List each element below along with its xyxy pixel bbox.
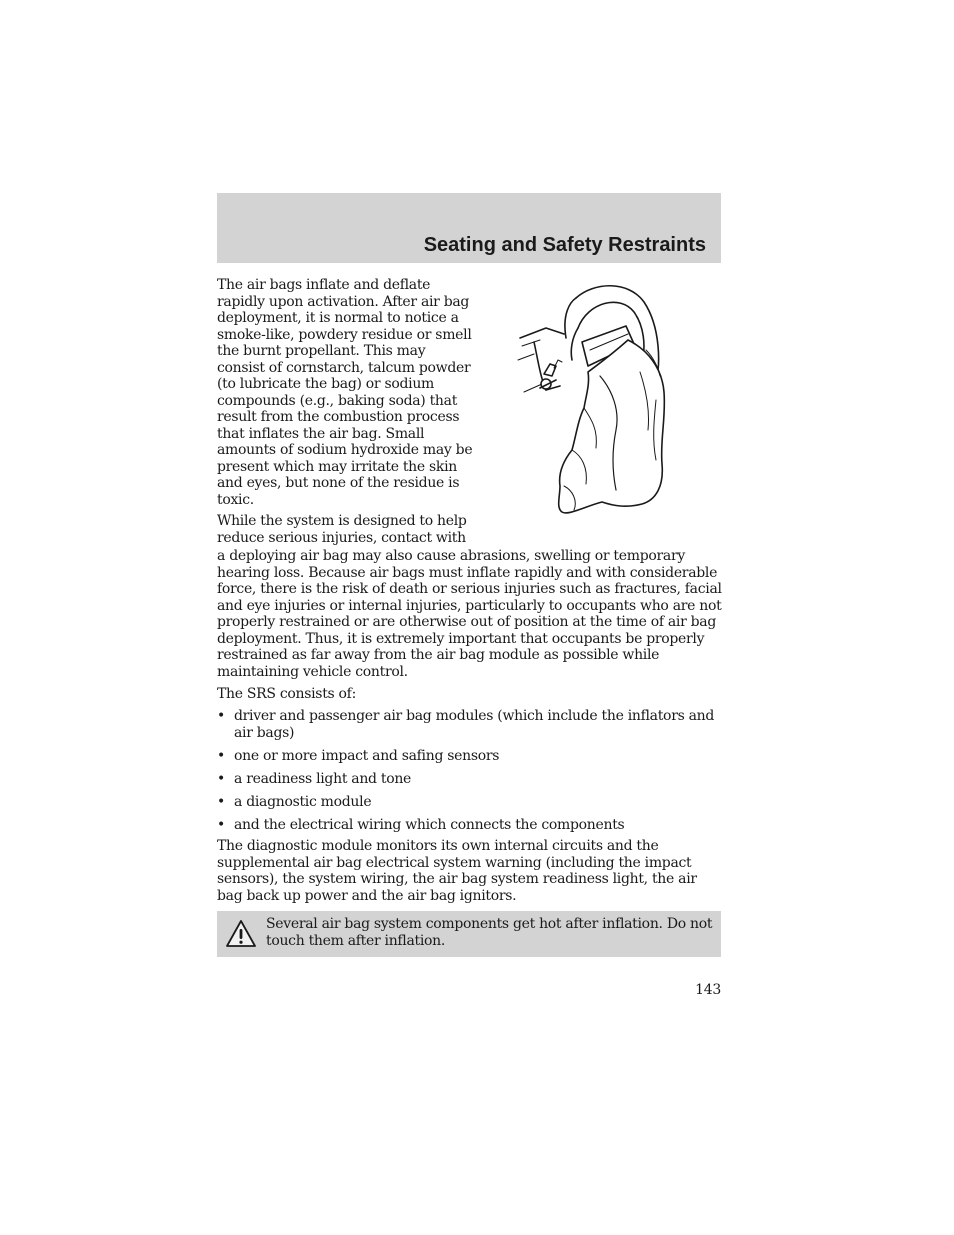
list-item: • a readiness light and tone (217, 770, 412, 787)
bullet-icon: • (217, 816, 225, 833)
injury-risk-paragraph-continued: a deploying air bag may also cause abrasions, swelling or temporary hearing loss. Because air bags must inflate rapidly and with considerable force, there is the risk of death or serious injuries such as fractures, facial and eye injuries or internal injuries, particularly to occupants who are not properly restrained or are otherwise out of position at the time of air bag deployment. Thus, it is extremely important that occupants be properly restrained as far away from the air bag module as possible while maintaining vehicle control. (217, 548, 722, 680)
deployed-airbag-steering-wheel-illustration (516, 280, 676, 525)
warning-triangle-icon (225, 918, 257, 950)
bullet-icon: • (217, 770, 225, 787)
section-title: Seating and Safety Restraints (423, 234, 706, 256)
warning-text: Several air bag system components get hot after inflation. Do not touch them after inflation. (266, 916, 713, 949)
page-number: 143 (695, 982, 721, 998)
list-item: • a diagnostic module (217, 793, 372, 810)
srs-components-list (217, 708, 722, 840)
srs-intro: The SRS consists of: (217, 686, 356, 702)
list-item: • and the electrical wiring which connects the components (217, 816, 625, 833)
bullet-icon: • (217, 747, 225, 764)
diagnostic-module-paragraph: The diagnostic module monitors its own internal circuits and the supplemental air bag electrical system warning (including the impact sensors), the system wiring, the air bag system readiness light, the air bag back up power and the air bag ignitors. (217, 838, 697, 904)
bullet-icon: • (217, 708, 225, 724)
section-header (217, 193, 721, 263)
warning-box (217, 911, 721, 957)
injury-risk-paragraph-start: While the system is designed to help reduce serious injuries, contact with (217, 513, 467, 546)
list-item: • one or more impact and safing sensors (217, 747, 500, 764)
bullet-icon: • (217, 793, 225, 810)
airbag-residue-paragraph: The air bags inflate and deflate rapidly upon activation. After air bag deployment, it is normal to notice a smoke-like, powdery residue or smell the burnt propellant. This may consist of cornstarch, talcum powder (to lubricate the bag) or sodium compounds (e.g., baking soda) that result from the combustion process that inflates the air bag. Small amounts of sodium hydroxide may be present which may irritate the skin and eyes, but none of the residue is toxic. (217, 277, 473, 508)
list-item: • driver and passenger air bag modules (which include the inflators and air bags) (217, 708, 715, 741)
